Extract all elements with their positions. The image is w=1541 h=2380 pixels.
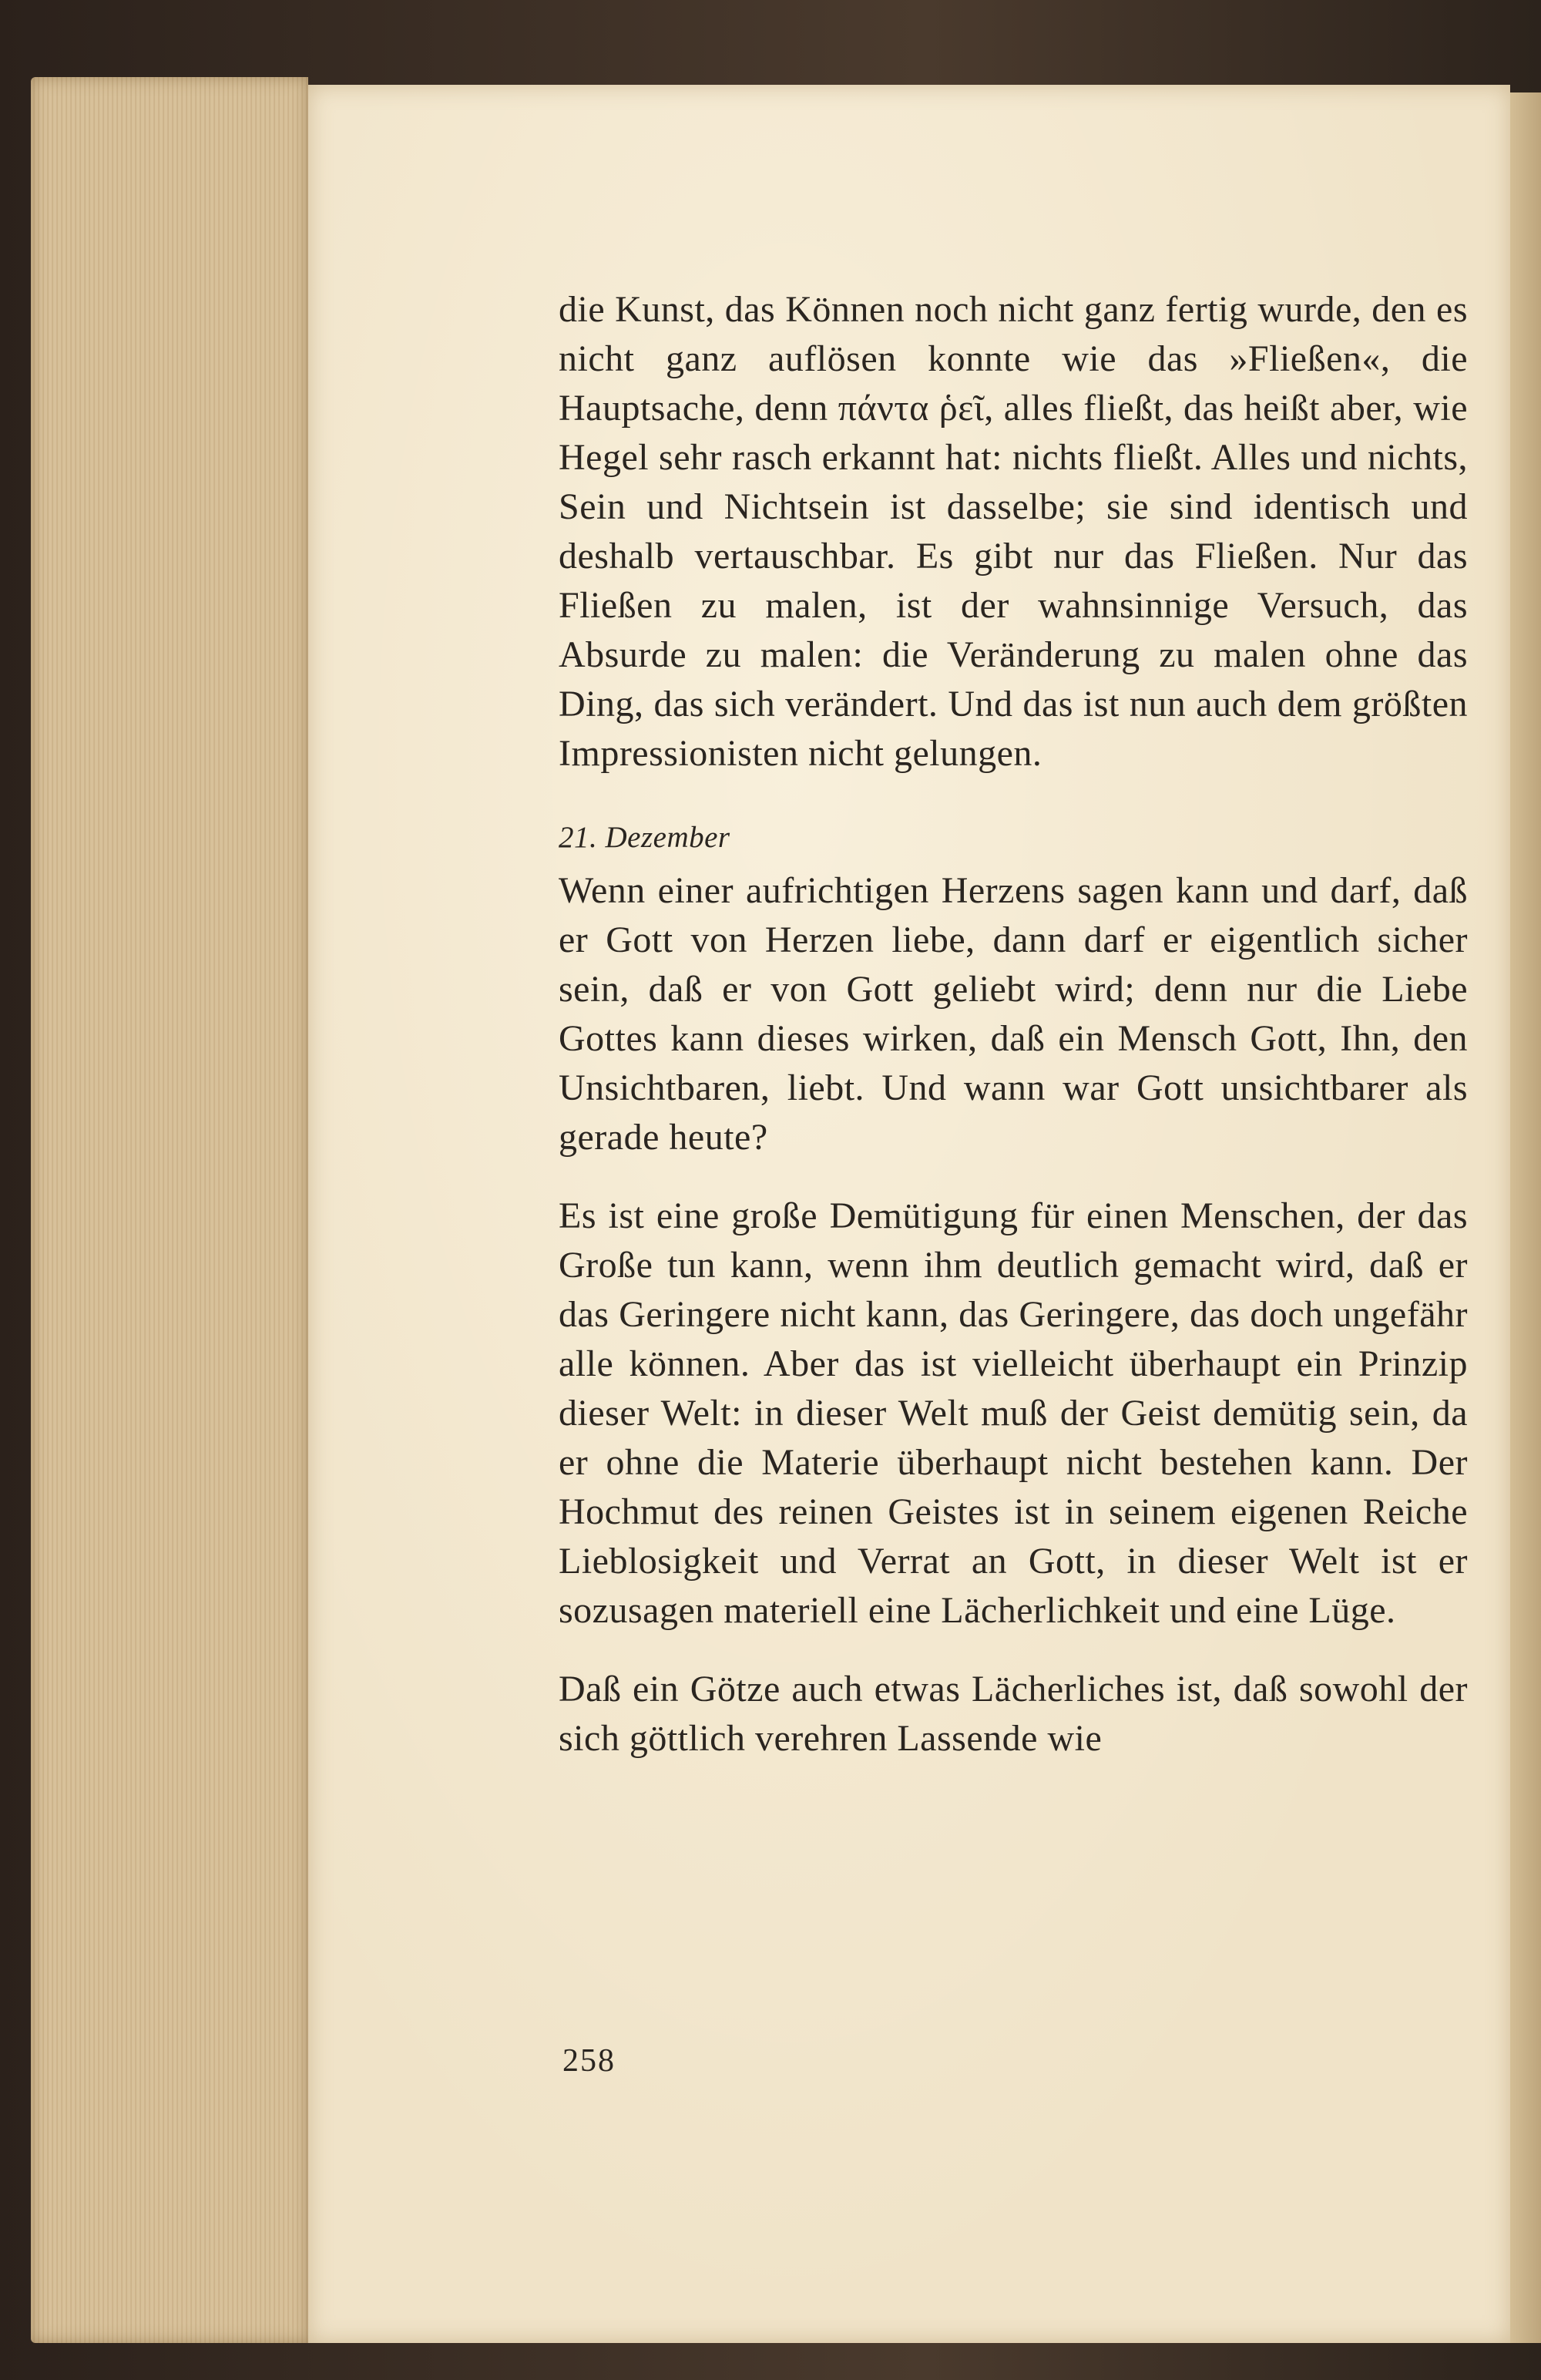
book-page (308, 85, 1510, 2343)
book-page-edges (31, 77, 308, 2343)
section-date-heading: 21. Dezember (559, 821, 730, 854)
body-text (559, 285, 1468, 1763)
page-number: 258 (562, 2043, 616, 2079)
paragraph-continuation: die Kunst, das Können noch nicht ganz fertig wurde, den es nicht ganz auflösen konnte wie das »Fließen«, die Hauptsache, denn πάντα ῥεῖ, alles fließt, das heißt aber, wie Hegel sehr rasch erkannt hat: nichts fließt. Alles und nichts, Sein und Nichtsein ist dasselbe; sie sind identisch und deshalb vertauschbar. Es gibt nur das Fließen. Nur das Fließen zu malen, ist der wahnsinnige Versuch, das Absurde zu malen: die Veränderung zu malen ohne das Ding, das sich verändert. Und das ist nun auch dem größten Impressionisten nicht gelungen. (559, 289, 1468, 774)
paragraph-goetze: Daß ein Götze auch etwas Lächerliches ist, daß sowohl der sich göttlich verehren Lassende wie (559, 1669, 1468, 1759)
paragraph-gottes-liebe: Wenn einer aufrichtigen Herzens sagen kann und darf, daß er Gott von Herzen liebe, dann darf er eigentlich sicher sein, daß er von Gott geliebt wird; denn nur die Liebe Gottes kann dieses wirken, daß ein Mensch Gott, Ihn, den Unsichtbaren, liebt. Und wann war Gott unsichtbarer als gerade heute? (559, 870, 1468, 1158)
paragraph-demuetigung: Es ist eine große Demütigung für einen Menschen, der das Große tun kann, wenn ihm deutlich gemacht wird, daß er das Geringere nicht kann, das Geringere, das doch ungefähr alle können. Aber das ist vielleicht überhaupt ein Prinzip dieser Welt: in dieser Welt muß der Geist demütig sein, da er ohne die Materie überhaupt nicht bestehen kann. Der Hochmut des reinen Geistes ist in seinem eigenen Reiche Lieblosigkeit und Verrat an Gott, in dieser Welt ist er sozusagen materiell eine Lächerlichkeit und eine Lüge. (559, 1195, 1468, 1631)
